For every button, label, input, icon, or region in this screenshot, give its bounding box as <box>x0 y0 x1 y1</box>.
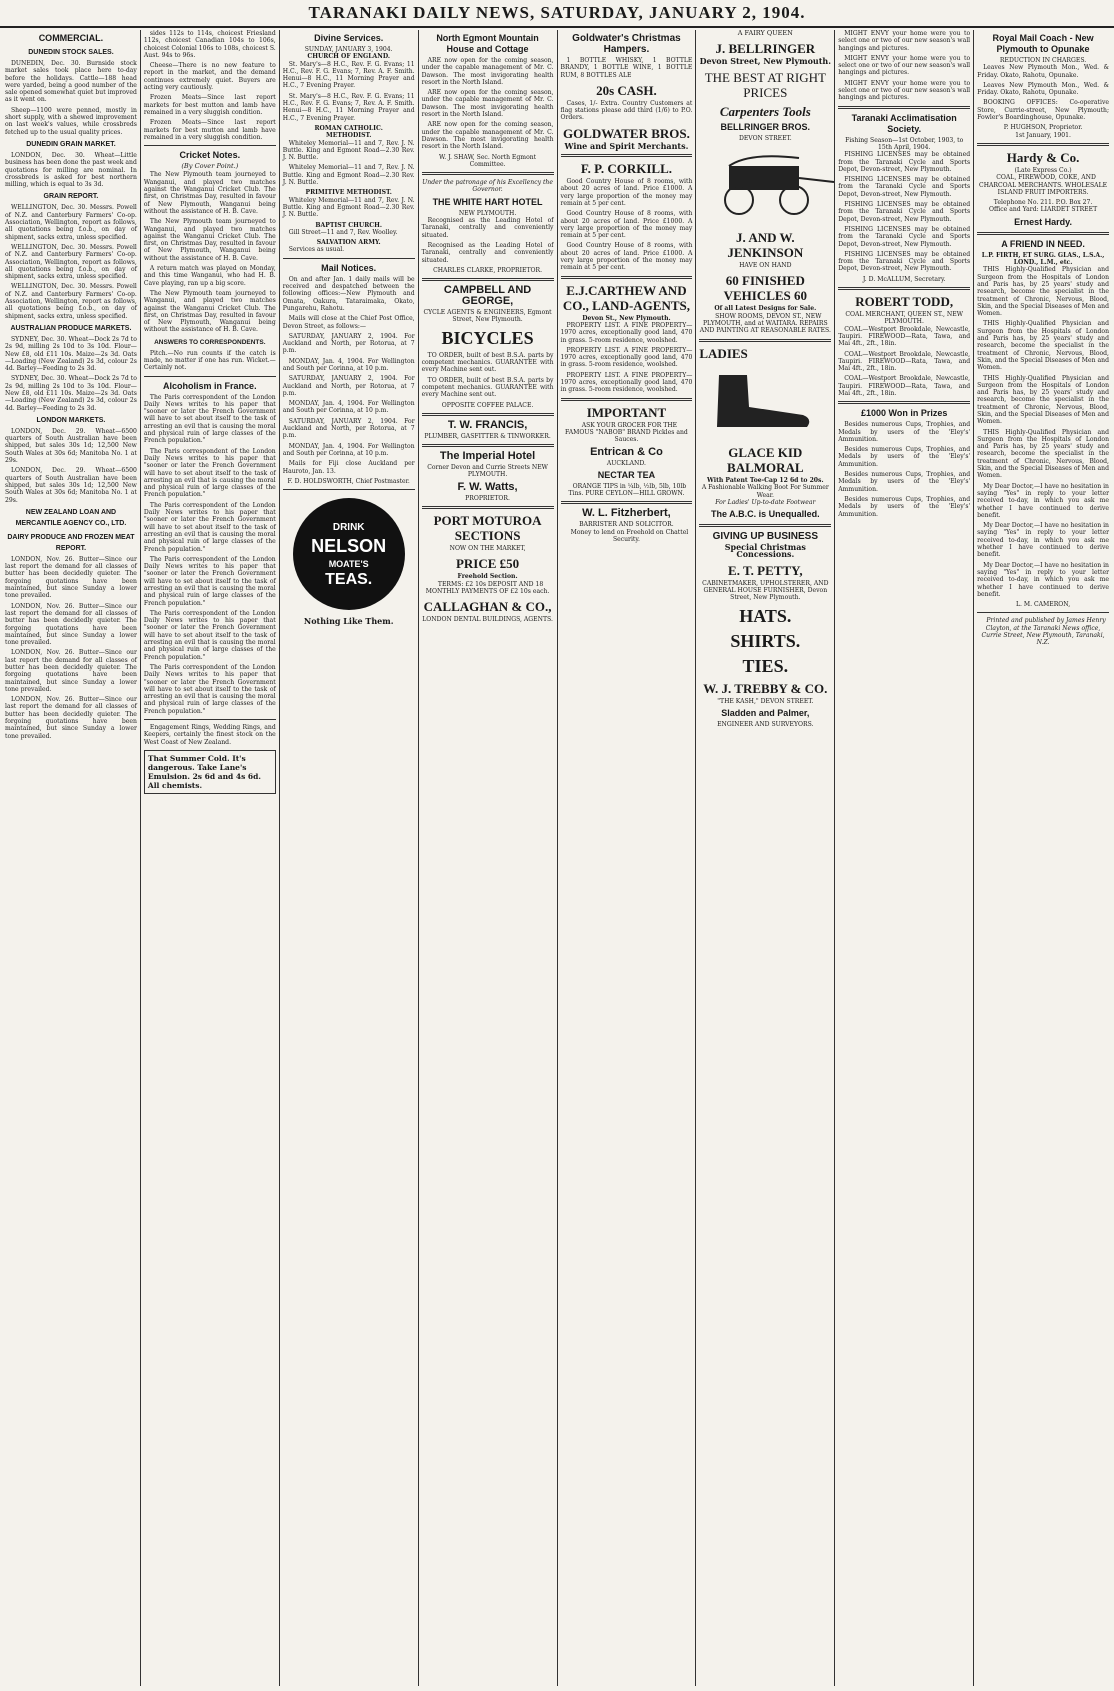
imprint: Printed and published by James Henry Clayton, at the Taranaki News office, Currie Street, New Plymouth, Taranaki, N.Z. <box>981 617 1106 647</box>
heading-important: IMPORTANT <box>586 404 667 420</box>
shaw-signature: W. J. SHAW, Sec. North Egmont Committee. <box>439 153 537 168</box>
text-alcoholism: The Paris correspondent of the London Daily News writes to his paper that "sooner or later the French Government will have to set about itself to the task of arresting an evil that is causing the moral and physical ruin of large classes of the French population." <box>143 447 276 499</box>
text-engagement-rings: Engagement Rings, Wedding Rings, and Keepers, certainly the finest stock on the West Coast of New Zealand. <box>143 724 276 746</box>
heading-ladies: LADIES <box>699 345 748 361</box>
heading-best-prices: THE BEST AT RIGHT PRICES <box>704 69 826 100</box>
divider <box>561 501 693 504</box>
hardy-office: Office and Yard: LIARDET STREET <box>988 206 1098 214</box>
heading-ernest-hardy: Ernest Hardy. <box>1014 216 1072 227</box>
text-coffee-palace: OPPOSITE COFFEE PALACE. <box>441 401 534 409</box>
text-mail-monday: MONDAY, Jan. 4, 1904. For Wellington and South per Corinna, at 10 p.m. <box>282 357 415 372</box>
carthew-location: Devon St., New Plymouth. <box>582 314 671 322</box>
heading-bellringer: J. BELLRINGER <box>715 41 816 57</box>
text-mail-close: Mails will close at the Chief Post Office, Devon Street, as follows:— <box>282 315 415 330</box>
heading-petty: E. T. PETTY, <box>728 562 803 578</box>
text-white-hart: Recognised as the Leading Hotel of Taranaki, centrally and conveniently situated. <box>421 241 554 264</box>
text-alcoholism: The Paris correspondent of the London Daily News writes to his paper that "sooner or later the French Government will have to set about itself to the task of arresting an evil that is causing the moral and physical ruin of large classes of the French population." <box>143 609 276 661</box>
text-dairy-produce: LONDON, Nov. 26. Butter—Since our last report the demand for all classes of butter has been decidedly quieter. The forgoing quotations have been maintained, but since Sunday a lower tone prevailed. <box>5 602 137 647</box>
heading-hardy: Hardy & Co. <box>1006 149 1080 165</box>
divider <box>144 719 276 720</box>
text-property-list: PROPERTY LIST. A FINE PROPERTY—1970 acres, exceptionally good land, 470 in grass. 5-room residence, woolshed. <box>560 321 693 344</box>
column-bellringer <box>696 30 835 1686</box>
column-acclimatisation <box>835 30 974 1686</box>
text-property-list: PROPERTY LIST. A FINE PROPERTY—1970 acres, exceptionally good land, 470 in grass. 5-room residence, woolshed. <box>560 346 693 369</box>
entrican-location: AUCKLAND. <box>606 459 646 467</box>
divider <box>561 154 693 157</box>
heading-trebby: W. J. TREBBY & CO. <box>703 680 828 696</box>
heading-dairy-produce: DAIRY PRODUCE AND FROZEN MEAT REPORT. <box>7 533 135 552</box>
text-fishing-licenses: FISHING LICENSES may be obtained from the Taranaki Cycle and Sports Depot, Devon-street, New Plymouth. <box>838 250 971 273</box>
heading-goldwater-hampers: Goldwater's Christmas Hampers. <box>572 33 681 55</box>
columns <box>2 30 1112 1686</box>
text-hamper-cases: Cases, 1/- Extra. Country Customers at flag stations please add third (1/6) to P.O. Orders. <box>560 99 693 122</box>
heading-ties: TIES. <box>742 655 789 676</box>
text-answers: Pitch.—No run counts if the catch is made, no matter if one has run. Wicket.—Certainly not. <box>143 349 276 372</box>
text-corkill: Good Country House of 8 rooms, with about 20 acres of land. Price £1000. A very large proportion of the money may remain at 5 per cent. <box>560 178 693 207</box>
francis-trade: PLUMBER, GASFITTER & TINWORKER. <box>424 432 551 440</box>
heading-alcoholism: Alcoholism in France. <box>163 380 257 391</box>
text-dairy-produce: LONDON, Nov. 26. Butter—Since our last report the demand for all classes of butter has been decidedly quieter. The forgoing quotations have been maintained, but since Sunday a lower tone prevailed. <box>5 649 137 693</box>
heading-methodist: METHODIST. <box>325 132 372 140</box>
divider <box>977 232 1109 235</box>
divider <box>838 401 970 404</box>
services-date: SUNDAY, JANUARY 3, 1904. <box>304 46 393 53</box>
heading-entrican: Entrican & Co <box>590 445 663 458</box>
text-cricket-return: A return match was played on Monday, and this time Wanganui, who had H. B. Cave playing, ran up a big score. <box>143 265 276 287</box>
text-alcoholism: The Paris correspondent of the London Daily News writes to his paper that "sooner or later the French Government will have to set about itself to the task of arresting an evil that is causing the moral and physical ruin of large classes of the French population." <box>143 555 276 607</box>
heading-roman-catholic: ROMAN CATHOLIC. <box>314 124 383 132</box>
heading-fairy-queen: A FAIRY QUEEN <box>737 30 793 37</box>
text-australian-markets: SYDNEY, Dec. 30. Wheat—Dock 2s 7d to 2s 9d, milling 2s 10d to 3s 10d. Flour—New £8, old £11 10s. Maize—2s 3d. Oats—Loading (New Zealand) 2s 3d, colour 2s 4d. Barley—Feeding to 2s 3d. <box>5 375 137 412</box>
heading-goldwater-bros: GOLDWATER BROS. <box>562 125 690 141</box>
text-mail-saturday: SATURDAY, JANUARY 2, 1904. For Auckland and North, per Rotorua, at 7 p.m. <box>282 375 415 397</box>
bellringer-location: Devon Street, New Plymouth. <box>699 56 832 67</box>
heading-salvation-army: SALVATION ARMY. <box>316 239 381 247</box>
text-show-rooms: SHOW ROOMS, DEVON ST., NEW PLYMOUTH, and at WAITARA. REPAIRS AND PAINTING AT REASONABLE RATES. <box>699 312 831 335</box>
divider <box>144 376 276 377</box>
text-church-england: St. Mary's—8 H.C., Rev. F. G. Evans; 11 H.C., Rev. F. G. Evans; 7, Rev. A. F. Smith. Henui—8 H.C., 11 Morning Prayer and H.C., 7 Evening Prayer. <box>282 60 415 90</box>
petty-trade: CABINETMAKER, UPHOLSTERER, AND GENERAL HOUSE FURNISHER, Devon Street, New Plymouth. <box>702 579 829 602</box>
heading-baptist: BAPTIST CHURCH. <box>315 221 382 229</box>
heading-jenkinson: J. AND W. JENKINSON <box>727 230 804 261</box>
text-mail-monday: MONDAY, Jan. 4, 1904. For Wellington and South per Corinna, at 10 p.m. <box>282 400 415 415</box>
divider <box>283 489 415 490</box>
sladden-trade: ENGINEER AND SURVEYORS. <box>717 720 814 728</box>
text-bicycles: TO ORDER, built of best B.S.A. parts by competent mechanics. GUARANTEE with every Machine sent out. <box>421 351 554 374</box>
heading-carpenters-tools: Carpenters Tools <box>719 103 811 119</box>
christmas-concessions: Special Christmas Concessions. <box>724 542 806 560</box>
divider <box>422 278 554 281</box>
text-bicycles: TO ORDER, built of best B.S.A. parts by competent mechanics. GUARANTEE with every Machine sent out. <box>421 376 554 399</box>
text-mail-fiji: Mails for Fiji close Auckland per Hauroto, Jan. 13. <box>282 460 415 475</box>
fishing-season: Fishing Season—1st October, 1903, to 15th April, 1904. <box>845 136 964 151</box>
text-australian-markets: SYDNEY, Dec. 30. Wheat—Dock 2s 7d to 2s 9d, milling 2s 10d to 3s 10d. Flour—New £8, old £11 10s. Maize—2s 3d. Oats—Loading (New Zealand) 2s 3d, colour 2s 4d. Barley—Feeding to 2s 3d. <box>5 335 137 373</box>
text-physician: THIS Highly-Qualified Physician and Surgeon from the Hospitals of London and Paris has, by 25 years' study and research, become the specialist in the treatment of Chronic, Nervous, Blood, Skin, and the Special Diseases of Men and Women. <box>977 320 1109 372</box>
heading-carthew: E.J.CARTHEW AND CO., LAND-AGENTS, <box>562 282 690 313</box>
logo-teas: TEAS. <box>325 571 373 589</box>
text-dairy-produce: LONDON, Nov. 26. Butter—Since our last report the demand for all classes of butter has been decidedly quieter. The forgoing quotations have been maintained, but since Sunday a lower tone prevailed. <box>5 555 137 600</box>
text-physician: THIS Highly-Qualified Physician and Surgeon from the Hospitals of London and Paris has, by 25 years' study and research, become the specialist in the treatment of Chronic, Nervous, Blood, Skin, and the Special Diseases of Men and Women. <box>977 428 1109 480</box>
column-commercial <box>2 30 141 1686</box>
jenkinson-have-on-hand: HAVE ON HAND <box>739 262 792 270</box>
divider <box>699 339 831 342</box>
column-divine-services <box>280 30 419 1686</box>
text-fishing-licenses: FISHING LICENSES may be obtained from the Taranaki Cycle and Sports Depot, Devon-street, New Plymouth. <box>838 201 971 223</box>
text-grain-report: WELLINGTON, Dec. 30. Messrs. Powell of N.Z. and Canterbury Farmers' Co-op. Association, Wellington, report as follows, all quotations being f.o.b., on day of shipment, sacks extra, unless specified. <box>5 243 137 281</box>
heading-corkill: F. P. CORKILL. <box>580 161 673 177</box>
logo-moates: MOATE'S <box>328 559 369 570</box>
fitzherbert-title: BARRISTER AND SOLICITOR. <box>579 521 674 529</box>
heading-white-hart: THE WHITE HART HOTEL <box>432 196 543 207</box>
divider <box>977 143 1109 146</box>
heading-commercial: COMMERCIAL. <box>38 33 104 43</box>
text-hamper-contents: 1 BOTTLE WHISKY, 1 BOTTLE BRANDY, 1 BOTTLE WINE, 1 BOTTLE RUM, 8 BOTTLES ALE <box>560 57 693 79</box>
masthead: TARANAKI DAILY NEWS, SATURDAY, JANUARY 2, 1904. <box>0 0 1114 28</box>
text-coach-times: Leaves New Plymouth Mon., Wed. & Friday. Okato, Rahotu, Opunake. <box>977 81 1109 97</box>
divider <box>838 287 970 290</box>
heading-port-moturoa: PORT MOTUROA SECTIONS <box>433 512 542 543</box>
text-wall-hangings: MIGHT ENVY your home were you to select one or two of our new season's wall hangings and pictures. <box>838 79 971 102</box>
divider <box>699 524 831 527</box>
text-prizes: Besides numerous Cups, Trophies, and Medals by users of the 'Eley's' Ammunition. <box>838 421 971 443</box>
text-stock-sales: DUNEDIN, Dec. 30. Burnside stock market sales took place here to-day before the holidays. Cattle—188 head were yarded, being a good number of the sale opened somewhat quiet but improved as it went on. <box>5 60 137 104</box>
watts-proprietor: PROPRIETOR. <box>465 494 510 502</box>
mcallum-signature: J. D. McALLUM, Secretary. <box>862 275 946 283</box>
heading-primitive-methodist: PRIMITIVE METHODIST. <box>305 189 392 197</box>
text-dairy-produce: LONDON, Nov. 26. Butter—Since our last report the demand for all classes of butter has been decidedly quieter. The forgoing quotations have been maintained, but since Sunday a lower tone prevailed. <box>5 696 137 740</box>
todd-location: COAL MERCHANT, QUEEN ST., NEW PLYMOUTH. <box>845 311 963 326</box>
text-alcoholism: The Paris correspondent of the London Daily News writes to his paper that "sooner or later the French Government will have to set about itself to the task of arresting an evil that is causing the moral and physical ruin of large classes of the French population." <box>143 663 276 715</box>
text-testimonial: My Dear Doctor,—I have no hesitation in saying "Yes" in reply to your letter received to-day, in which you ask me whether I have continued to derive benefit. <box>977 482 1109 519</box>
heading-grain-market: DUNEDIN GRAIN MARKET. <box>26 140 116 148</box>
text-coal: COAL—Westport Brookdale, Newcastle, Taupiri. FIREWOOD—Rata, Tawa, and Mai 4ft., 2ft., 18in. <box>838 350 971 373</box>
heading-australian-markets: AUSTRALIAN PRODUCE MARKETS. <box>10 324 132 332</box>
divider <box>422 172 554 175</box>
white-hart-location: NEW PLYMOUTH. <box>458 209 517 217</box>
divider <box>561 398 693 401</box>
heading-bellringer-bros: BELLRINGER BROS. <box>720 121 811 132</box>
heading-bicycles: BICYCLES <box>441 327 534 348</box>
divider <box>144 145 276 146</box>
text-walking-boot: A Fashionable Walking Boot For Summer Wear. <box>701 484 829 499</box>
patent-toe-cap: With Patent Toe-Cap 12 6d to 20s. <box>707 476 824 484</box>
text-sheep: Sheep—1100 were penned, mostly in short supply, with a shewed improvement on last week's values, while crossbreds fetched up to the usual quality prices. <box>5 106 137 136</box>
byline-cricket: (By Cover Point.) <box>181 162 239 171</box>
heading-mail-notices: Mail Notices. <box>321 262 377 273</box>
vehicles-designs: Of all Latest Designs for Sale. <box>714 305 817 313</box>
heading-cricket-notes: Cricket Notes. <box>179 150 241 161</box>
heading-royal-mail-coach: Royal Mail Coach - New Plymouth to Opunake <box>992 33 1094 54</box>
heading-north-egmont: North Egmont Mountain House and Cottage <box>436 33 539 54</box>
heading-friend-in-need: A FRIEND IN NEED. <box>1001 238 1085 249</box>
text-coal: COAL—Westport Brookdale, Newcastle, Taupiri. FIREWOOD—Rata, Tawa, and Mai 4ft., 2ft., 18in. <box>838 325 971 348</box>
imperial-location: Corner Devon and Currie Streets NEW PLYMOUTH. <box>427 464 548 479</box>
heading-cash-price: 20s CASH. <box>596 82 657 98</box>
text-property-list: PROPERTY LIST. A FINE PROPERTY—1970 acres, exceptionally good land, 470 in grass. 5-room residence, woolshed. <box>560 371 693 394</box>
goldwater-trade: Wine and Spirit Merchants. <box>564 140 689 151</box>
divider <box>561 276 693 279</box>
text-grain-report: WELLINGTON, Dec. 30. Messrs. Powell of N.Z. and Canterbury Farmers' Co-op. Association, Wellington, report as follows, all quotations being f.o.b., on day of shipment, sacks extra, unless specified. <box>5 283 137 320</box>
heading-fitzherbert: W. L. Fitzherbert, <box>582 507 671 520</box>
heading-shirts: SHIRTS. <box>730 630 801 651</box>
text-mail-notices: On and after Jan. 1 daily mails will be received and despatched between the following offices:—New Plymouth and Omata, Oakura, Tataraimaka, Okato, Pungarehu, Rahotu. <box>282 275 415 312</box>
text-fishing-licenses: FISHING LICENSES may be obtained from the Taranaki Cycle and Sports Depot, Devon-street, New Plymouth. <box>838 176 971 198</box>
trebby-location: "THE KASH," DEVON STREET. <box>717 697 814 705</box>
hardy-late: (Late Express Co.) <box>1014 166 1072 174</box>
heading-campbell-george: CAMPBELL AND GEORGE, <box>443 284 532 308</box>
text-corkill: Good Country House of 8 rooms, with about 20 acres of land. Price £1000. A very large proportion of the money may remain at 5 per cent. <box>560 210 693 240</box>
heading-grain-report: GRAIN REPORT. <box>43 193 99 201</box>
text-grain-report: WELLINGTON, Dec. 30. Messrs. Powell of N.Z. and Canterbury Farmers' Co-op. Association, Wellington, report as follows, all quotations being f.o.b., on day of shipment, sacks extra, unless specified. <box>5 204 137 241</box>
text-mail-monday: MONDAY, Jan. 4, 1904. For Wellington and South per Corinna, at 10 p.m. <box>282 442 415 457</box>
cameron-signature: L. M. CAMERON, <box>1015 601 1071 609</box>
boot-illustration <box>699 369 819 433</box>
text-grain-market: LONDON, Dec. 30. Wheat—Little business has been done the past week and quotations for milling are nominal. In crossbreds is asked for best northern milling, which is equal to 3s 3d. <box>5 151 137 189</box>
heading-robert-todd: ROBERT TODD, <box>855 294 954 310</box>
text-mail-saturday: SATURDAY, JANUARY 2, 1904. For Auckland and North, per Rotorua, at 7 p.m. <box>282 417 415 440</box>
column-hotels <box>419 30 558 1686</box>
heading-imperial-hotel: The Imperial Hotel <box>439 450 536 463</box>
clarke-signature: CHARLES CLARKE, PROPRIETOR. <box>433 266 543 274</box>
ad-tagline: Nothing Like Them. <box>303 616 394 627</box>
heading-hats: HATS. <box>739 605 792 626</box>
port-moturoa-market: NOW ON THE MARKET, <box>449 544 526 552</box>
column-goldwater <box>558 30 697 1686</box>
text-mail-saturday: SATURDAY, JANUARY 2, 1904. For Auckland and North, per Rotorua, at 7 p.m. <box>282 332 415 355</box>
heading-finished-vehicles: 60 FINISHED VEHICLES 60 <box>723 273 808 304</box>
text-white-hart: Recognised as the Leading Hotel of Taranaki, centrally and conveniently situated. <box>421 217 554 239</box>
text-patronage: Under the patronage of his Excellency the Governor. <box>422 179 553 194</box>
text-booking-offices: BOOKING OFFICES: Co-operative Store, Currie-street, New Plymouth; Fowler's Boardinghouse, Opunake. <box>977 99 1109 122</box>
freehold-section: Freehold Section. <box>457 573 518 581</box>
text-prizes: Besides numerous Cups, Trophies, and Medals by users of the 'Eley's' Ammunition. <box>838 495 971 518</box>
text-coal: COAL—Westport Brookdale, Newcastle, Taupiri. FIREWOOD—Rata, Tawa, and Mai 4ft., 2ft., 18in. <box>838 375 971 397</box>
heading-nectar-tea: NECTAR TEA <box>597 469 656 480</box>
text-fishing-licenses: FISHING LICENSES may be obtained from the Taranaki Cycle and Sports Depot, Devon-street, New Plymouth. <box>838 151 971 173</box>
divider <box>977 612 1109 613</box>
text-hardy-trade: COAL, FIREWOOD, COKE, AND CHARCOAL MERCHANTS. WHOLESALE ISLAND FRUIT IMPORTERS. <box>979 174 1108 196</box>
text-alcoholism: The Paris correspondent of the London Daily News writes to his paper that "sooner or later the French Government will have to set about itself to the task of arresting an evil that is causing the moral and physical ruin of large classes of the French population." <box>143 393 276 445</box>
heading-loan-agency: NEW ZEALAND LOAN AND MERCANTILE AGENCY CO., LTD. <box>15 508 127 527</box>
heading-stock-sales: DUNEDIN STOCK SALES. <box>28 49 114 56</box>
firth-credentials: L.P. FIRTH, ET SURG. GLAS., L.S.A., LOND., L.M., etc. <box>981 251 1105 267</box>
divider <box>422 444 554 447</box>
text-butter-prices: sides 112s to 114s, choicest Friesland 112s, choicest Canadian 104s to 106s, choicest Colonial 106s to 108s, choicest S. Aust. 94s to 96s. <box>143 30 276 59</box>
text-prizes: Besides numerous Cups, Trophies, and Medals by users of the 'Eley's' Ammunition. <box>838 446 971 468</box>
text-north-egmont: ARE now open for the coming season, under the capable management of Mr. C. Dawson. The most invigorating health resort in the North Island. <box>421 121 554 151</box>
heading-callaghan: CALLAGHAN & CO., <box>423 599 552 615</box>
heading-abc-unequalled: The A.B.C. is Unequalled. <box>710 509 820 520</box>
text-baptist: Gill Street—11 and 7, Rev. Woolley. <box>288 228 398 236</box>
heading-price: PRICE £50 <box>455 556 520 572</box>
text-london-markets: LONDON, Dec. 29. Wheat—6500 quarters of South Australian have been shipped, but sales 30s 1d; 12,500 New South Wales at 30s 6d; Manitoba No. 1 at 29s. <box>5 427 137 465</box>
text-physician: THIS Highly-Qualified Physician and Surgeon from the Hospitals of London and Paris has, by 25 years' study and research, become the specialist in the treatment of Chronic, Nervous, Blood, Skin, and the Special Diseases of Men and Women. <box>977 374 1109 426</box>
column-coach <box>974 30 1112 1686</box>
campbell-location: CYCLE AGENTS & ENGINEERS, Egmont Street, New Plymouth. <box>423 309 552 324</box>
reduction-charges: REDUCTION IN CHARGES. <box>999 57 1087 64</box>
heading-francis: T. W. FRANCIS, <box>447 418 528 431</box>
heading-watts: F. W. Watts, <box>457 480 518 493</box>
callaghan-agents: LONDON DENTAL BUILDINGS, AGENTS. <box>422 616 553 624</box>
heading-acclimatisation: Taranaki Acclimatisation Society. <box>851 112 957 134</box>
carriage-illustration <box>699 148 835 218</box>
divider <box>283 258 415 259</box>
text-nectar-tea: ORANGE TIPS in ¼lb, ½lb, 5lb, 10lb Tins. PURE CEYLON—HILL GROWN. <box>568 482 687 498</box>
heading-glace-kid: GLACE KID BALMORAL <box>727 444 804 475</box>
text-salvation-army: Services as usual. <box>288 246 345 254</box>
coach-date: 1st January, 1901. <box>1015 131 1071 139</box>
hughson-signature: P. HUGHSON, Proprietor. <box>1003 124 1083 132</box>
text-coach-times: Leaves New Plymouth Mon., Wed. & Friday. Okato, Rahotu, Opunake. <box>977 64 1109 79</box>
text-wall-hangings: MIGHT ENVY your home were you to select one or two of our new season's wall hangings and pictures. <box>838 30 971 52</box>
text-terms: TERMS: £2 10s DEPOSIT AND 18 MONTHLY PAYMENTS OF £2 10s each. <box>425 580 550 595</box>
text-money-to-lend: Money to lend on Freehold on Chattel Security. <box>570 528 689 543</box>
column-cricket <box>141 30 280 1686</box>
divider <box>838 106 970 109</box>
heading-london-markets: LONDON MARKETS. <box>36 416 106 424</box>
text-prizes: Besides numerous Cups, Trophies, and Medals by users of the 'Eley's' Ammunition. <box>838 471 971 493</box>
text-methodist: Whiteley Memorial—11 and 7, Rev. J. N. Buttle. King and Egmont Road—2.30 Rev. J. N. Buttle. <box>282 164 415 187</box>
logo-drink: DRINK <box>332 522 365 534</box>
text-testimonial: My Dear Doctor,—I have no hesitation in saying "Yes" in reply to your letter received to-day, in which you ask me whether I have continued to derive benefit. <box>977 561 1109 598</box>
text-testimonial: My Dear Doctor,—I have no hesitation in saying "Yes" in reply to your letter received to-day, in which you ask me whether I have continued to derive benefit. <box>977 522 1109 559</box>
text-london-markets: LONDON, Dec. 29. Wheat—6500 quarters of South Australian have been shipped, but sales 30s 1d; 12,500 New South Wales at 30s 6d; Manitoba No. 1 at 29s. <box>5 467 137 504</box>
text-church-england: St. Mary's—8 H.C., Rev. F. G. Evans; 11 H.C., Rev. F. G. Evans; 7, Rev. A. F. Smith. Henui—8 H.C., 11 Morning Prayer and H.C., 7 Evening Prayer. <box>282 92 415 122</box>
heading-divine-services: Divine Services. <box>314 33 384 43</box>
heading-sladden-palmer: Sladden and Palmer, <box>721 707 810 718</box>
logo-nelson: NELSON <box>311 536 387 557</box>
bellringer-bros-location: DEVON STREET. <box>738 134 792 142</box>
text-cricket: The New Plymouth team journeyed to Wanganui, and played two matches against the Wanganui Cricket Club. The first, on Christmas Day, resulted in favour of New Plymouth, Wanganui being without the assistance of H. B. Cave. <box>143 218 276 262</box>
divider <box>422 506 554 509</box>
text-cheese: Cheese—There is no new feature to report in the market, and the demand continues extremely quiet. Buyers are acting very cautiously. <box>143 62 276 92</box>
text-methodist: Whiteley Memorial—11 and 7, Rev. J. N. Buttle. King and Egmont Road—2.30 Rev. J. N. Buttle. <box>282 196 415 219</box>
hardy-telephone: Telephone No. 211. P.O. Box 27. <box>993 199 1093 207</box>
text-corkill: Good Country House of 8 rooms, with about 20 acres of land. Price £1000. A very large proportion of the money may remain at 5 per cent. <box>560 242 693 272</box>
text-frozen-meats: Frozen Meats—Since last report markets for best mutton and lamb have remained in a very sluggish condition. <box>143 119 276 141</box>
text-fishing-licenses: FISHING LICENSES may be obtained from the Taranaki Cycle and Sports Depot, Devon-street, New Plymouth. <box>838 225 971 248</box>
text-cricket: The New Plymouth team journeyed to Wanganui, and played two matches against the Wanganui Cricket Club. The first, on Christmas Day, resulted in favour of New Plymouth, Wanganui being without the assistance of H. B. Cave. <box>143 171 276 215</box>
heading-giving-up: GIVING UP BUSINESS <box>712 531 819 543</box>
text-methodist: Whiteley Memorial—11 and 7, Rev. J. N. Buttle. King and Egmont Road—2.30 Rev. J. N. Buttle. <box>282 139 415 162</box>
ladies-footwear: For Ladies' Up-to-date Footwear <box>715 498 816 506</box>
heading-church-england: CHURCH OF ENGLAND. <box>307 53 391 61</box>
text-north-egmont: ARE now open for the coming season, under the capable management of Mr. C. Dawson. The most invigorating health resort in the North Island. <box>421 57 554 86</box>
text-physician: THIS Highly-Qualified Physician and Surgeon from the Hospitals of London and Paris has, by 25 years' study and research, become the specialist in the treatment of Chronic, Nervous, Blood, Skin, and the Special Diseases of Men and Women. <box>977 266 1109 318</box>
divider <box>422 413 554 416</box>
text-frozen-meats: Frozen Meats—Since last report markets for best mutton and lamb have remained in a very sluggish condition. <box>143 94 276 116</box>
text-nabob: ASK YOUR GROCER FOR THE FAMOUS "NABOB" BRAND Pickles and Sauces. <box>565 421 688 444</box>
postmaster-signature: F. D. HOLDSWORTH, Chief Postmaster. <box>287 477 410 485</box>
text-alcoholism: The Paris correspondent of the London Daily News writes to his paper that "sooner or later the French Government will have to set about itself to the task of arresting an evil that is causing the moral and physical ruin of large classes of the French population." <box>143 501 276 553</box>
heading-1000-prizes: £1000 Won in Prizes <box>861 408 948 419</box>
nelson-teas-logo <box>293 498 405 610</box>
text-north-egmont: ARE now open for the coming season, under the capable management of Mr. C. Dawson. The most invigorating health resort in the North Island. <box>421 89 554 119</box>
ad-summer-cold: That Summer Cold. It's dangerous. Take Lane's Emulsion. 2s 6d and 4s 6d. All chemists. <box>144 750 276 794</box>
heading-answers: ANSWERS TO CORRESPONDENTS. <box>154 338 266 346</box>
text-cricket: The New Plymouth team journeyed to Wanganui, and played two matches against the Wanganui Cricket Club. The first, on Christmas Day, resulted in favour of New Plymouth, Wanganui being without the assistance of H. B. Cave. <box>143 289 276 334</box>
text-wall-hangings: MIGHT ENVY your home were you to select one or two of our new season's wall hangings and pictures. <box>838 54 971 77</box>
